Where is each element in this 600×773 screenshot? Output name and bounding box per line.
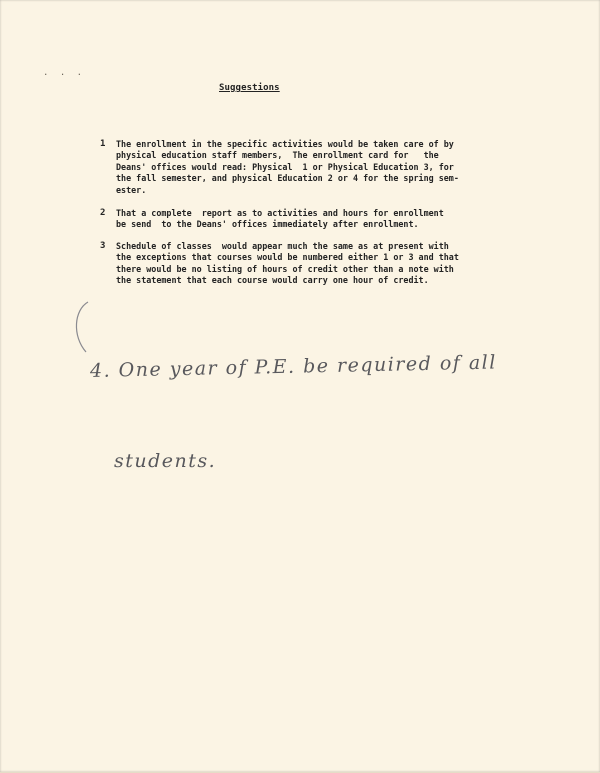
handwritten-text [90,296,497,536]
text-line: the exceptions that courses would be numbered either 1 or 3 and that [116,252,459,263]
header-specks: . . . [43,68,86,78]
text-line: physical education staff members, The enrollment card for the [116,150,439,161]
text-line: the statement that each course would carry one hour of credit. [116,275,429,286]
text-line: be send to the Deans' offices immediately after enrollment. [116,219,419,230]
text-line: the fall semester, and physical Education 2 or 4 for the spring sem- [116,173,459,184]
item-number: 2 [100,208,106,218]
page-title: Suggestions [219,83,280,93]
text-line: Deans' offices would read: Physical 1 or Physical Education 3, for [116,161,454,172]
item-text [116,241,516,287]
item-number: 3 [100,241,106,251]
text-line: Schedule of classes would appear much the same as at present with [116,241,449,251]
item-text [116,139,516,196]
text-line: That a complete report as to activities and hours for enrollment [116,208,444,218]
text-line: there would be no listing of hours of credit other than a note with [116,263,454,274]
handwritten-line: 4. One year of P.E. be required of all [89,351,498,382]
text-line: The enrollment in the specific activities would be taken care of by [116,139,454,149]
item-number: 1 [100,139,106,149]
handwritten-note [70,296,530,472]
text-line: ester. [116,184,147,195]
handwritten-line: students. [114,450,217,472]
item-text [116,208,516,231]
